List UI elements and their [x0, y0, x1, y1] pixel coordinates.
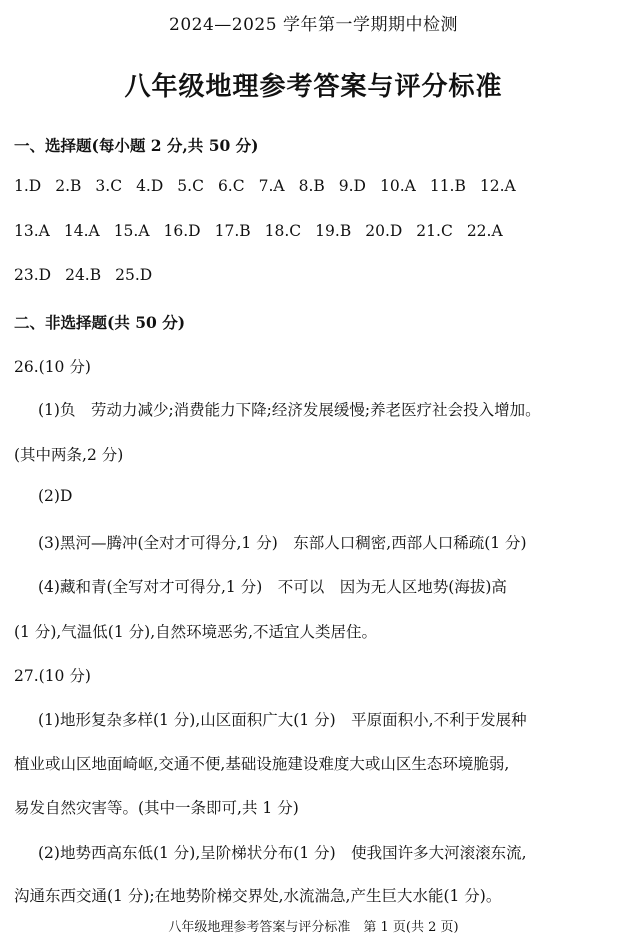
q26-line-5: (4)藏和青(全写对才可得分,1 分) 不可以 因为无人区地势(海拔)高: [38, 578, 507, 596]
mc-answer: 14.A: [63, 222, 100, 240]
mc-answer: 19.B: [315, 222, 352, 240]
q27-line-4: (2)地势西高东低(1 分),呈阶梯状分布(1 分) 使我国许多大河滚滚东流,: [38, 844, 527, 862]
q27-label: 27.(10 分): [14, 667, 91, 685]
q27-line-3: 易发自然灾害等。(其中一条即可,共 1 分): [14, 799, 299, 817]
mc-answer: 21.C: [416, 222, 453, 240]
mc-answer: 23.D: [14, 266, 52, 284]
q26-line-2: (其中两条,2 分): [14, 446, 124, 464]
mc-answer: 11.B: [429, 177, 466, 195]
mc-answers-row-3: [14, 266, 166, 284]
exam-header: 2024—2025 学年第一学期期中检测: [169, 15, 458, 35]
mc-answer: 9.D: [338, 177, 366, 195]
q26-line-3: (2)D: [38, 487, 73, 505]
mc-answer: 3.C: [95, 177, 123, 195]
mc-answers-row-2: [14, 222, 517, 240]
mc-answer: 8.B: [298, 177, 325, 195]
mc-answer: 16.D: [163, 222, 201, 240]
mc-answer: 22.A: [466, 222, 503, 240]
mc-answer: 6.C: [217, 177, 245, 195]
mc-answer: 24.B: [65, 266, 102, 284]
mc-answer: 18.C: [264, 222, 302, 240]
mc-answer: 20.D: [365, 222, 403, 240]
mc-answer: 12.A: [479, 177, 516, 195]
mc-answer: 15.A: [113, 222, 150, 240]
mc-answer: 7.A: [258, 177, 285, 195]
mc-answer: 17.B: [214, 222, 251, 240]
mc-answer: 13.A: [14, 222, 50, 240]
mc-answer: 5.C: [177, 177, 204, 195]
section1-heading: 一、选择题(每小题 2 分,共 50 分): [14, 136, 259, 155]
q27-line-5: 沟通东西交通(1 分);在地势阶梯交界处,水流湍急,产生巨大水能(1 分)。: [14, 887, 502, 905]
q26-label: 26.(10 分): [14, 358, 91, 376]
q27-line-2: 植业或山区地面崎岖,交通不便,基础设施建设难度大或山区生态环境脆弱,: [14, 755, 510, 773]
mc-answer: 4.D: [136, 177, 164, 195]
mc-answer: 25.D: [115, 266, 153, 284]
q26-line-1: (1)负 劳动力减少;消费能力下降;经济发展缓慢;养老医疗社会投入增加。: [38, 401, 541, 419]
mc-answer: 10.A: [379, 177, 416, 195]
q26-line-4: (3)黑河—腾冲(全对才可得分,1 分) 东部人口稠密,西部人口稀疏(1 分): [38, 534, 527, 552]
mc-answer: 2.B: [55, 177, 82, 195]
mc-answers-row-1: [14, 177, 530, 195]
section2-heading: 二、非选择题(共 50 分): [14, 313, 186, 332]
q27-line-1: (1)地形复杂多样(1 分),山区面积广大(1 分) 平原面积小,不利于发展种: [38, 711, 527, 729]
mc-answer: 1.D: [14, 177, 42, 195]
page-footer: 八年级地理参考答案与评分标准 第 1 页(共 2 页): [168, 920, 459, 935]
page-title: 八年级地理参考答案与评分标准: [124, 72, 503, 102]
q26-line-6: (1 分),气温低(1 分),自然环境恶劣,不适宜人类居住。: [14, 623, 378, 641]
